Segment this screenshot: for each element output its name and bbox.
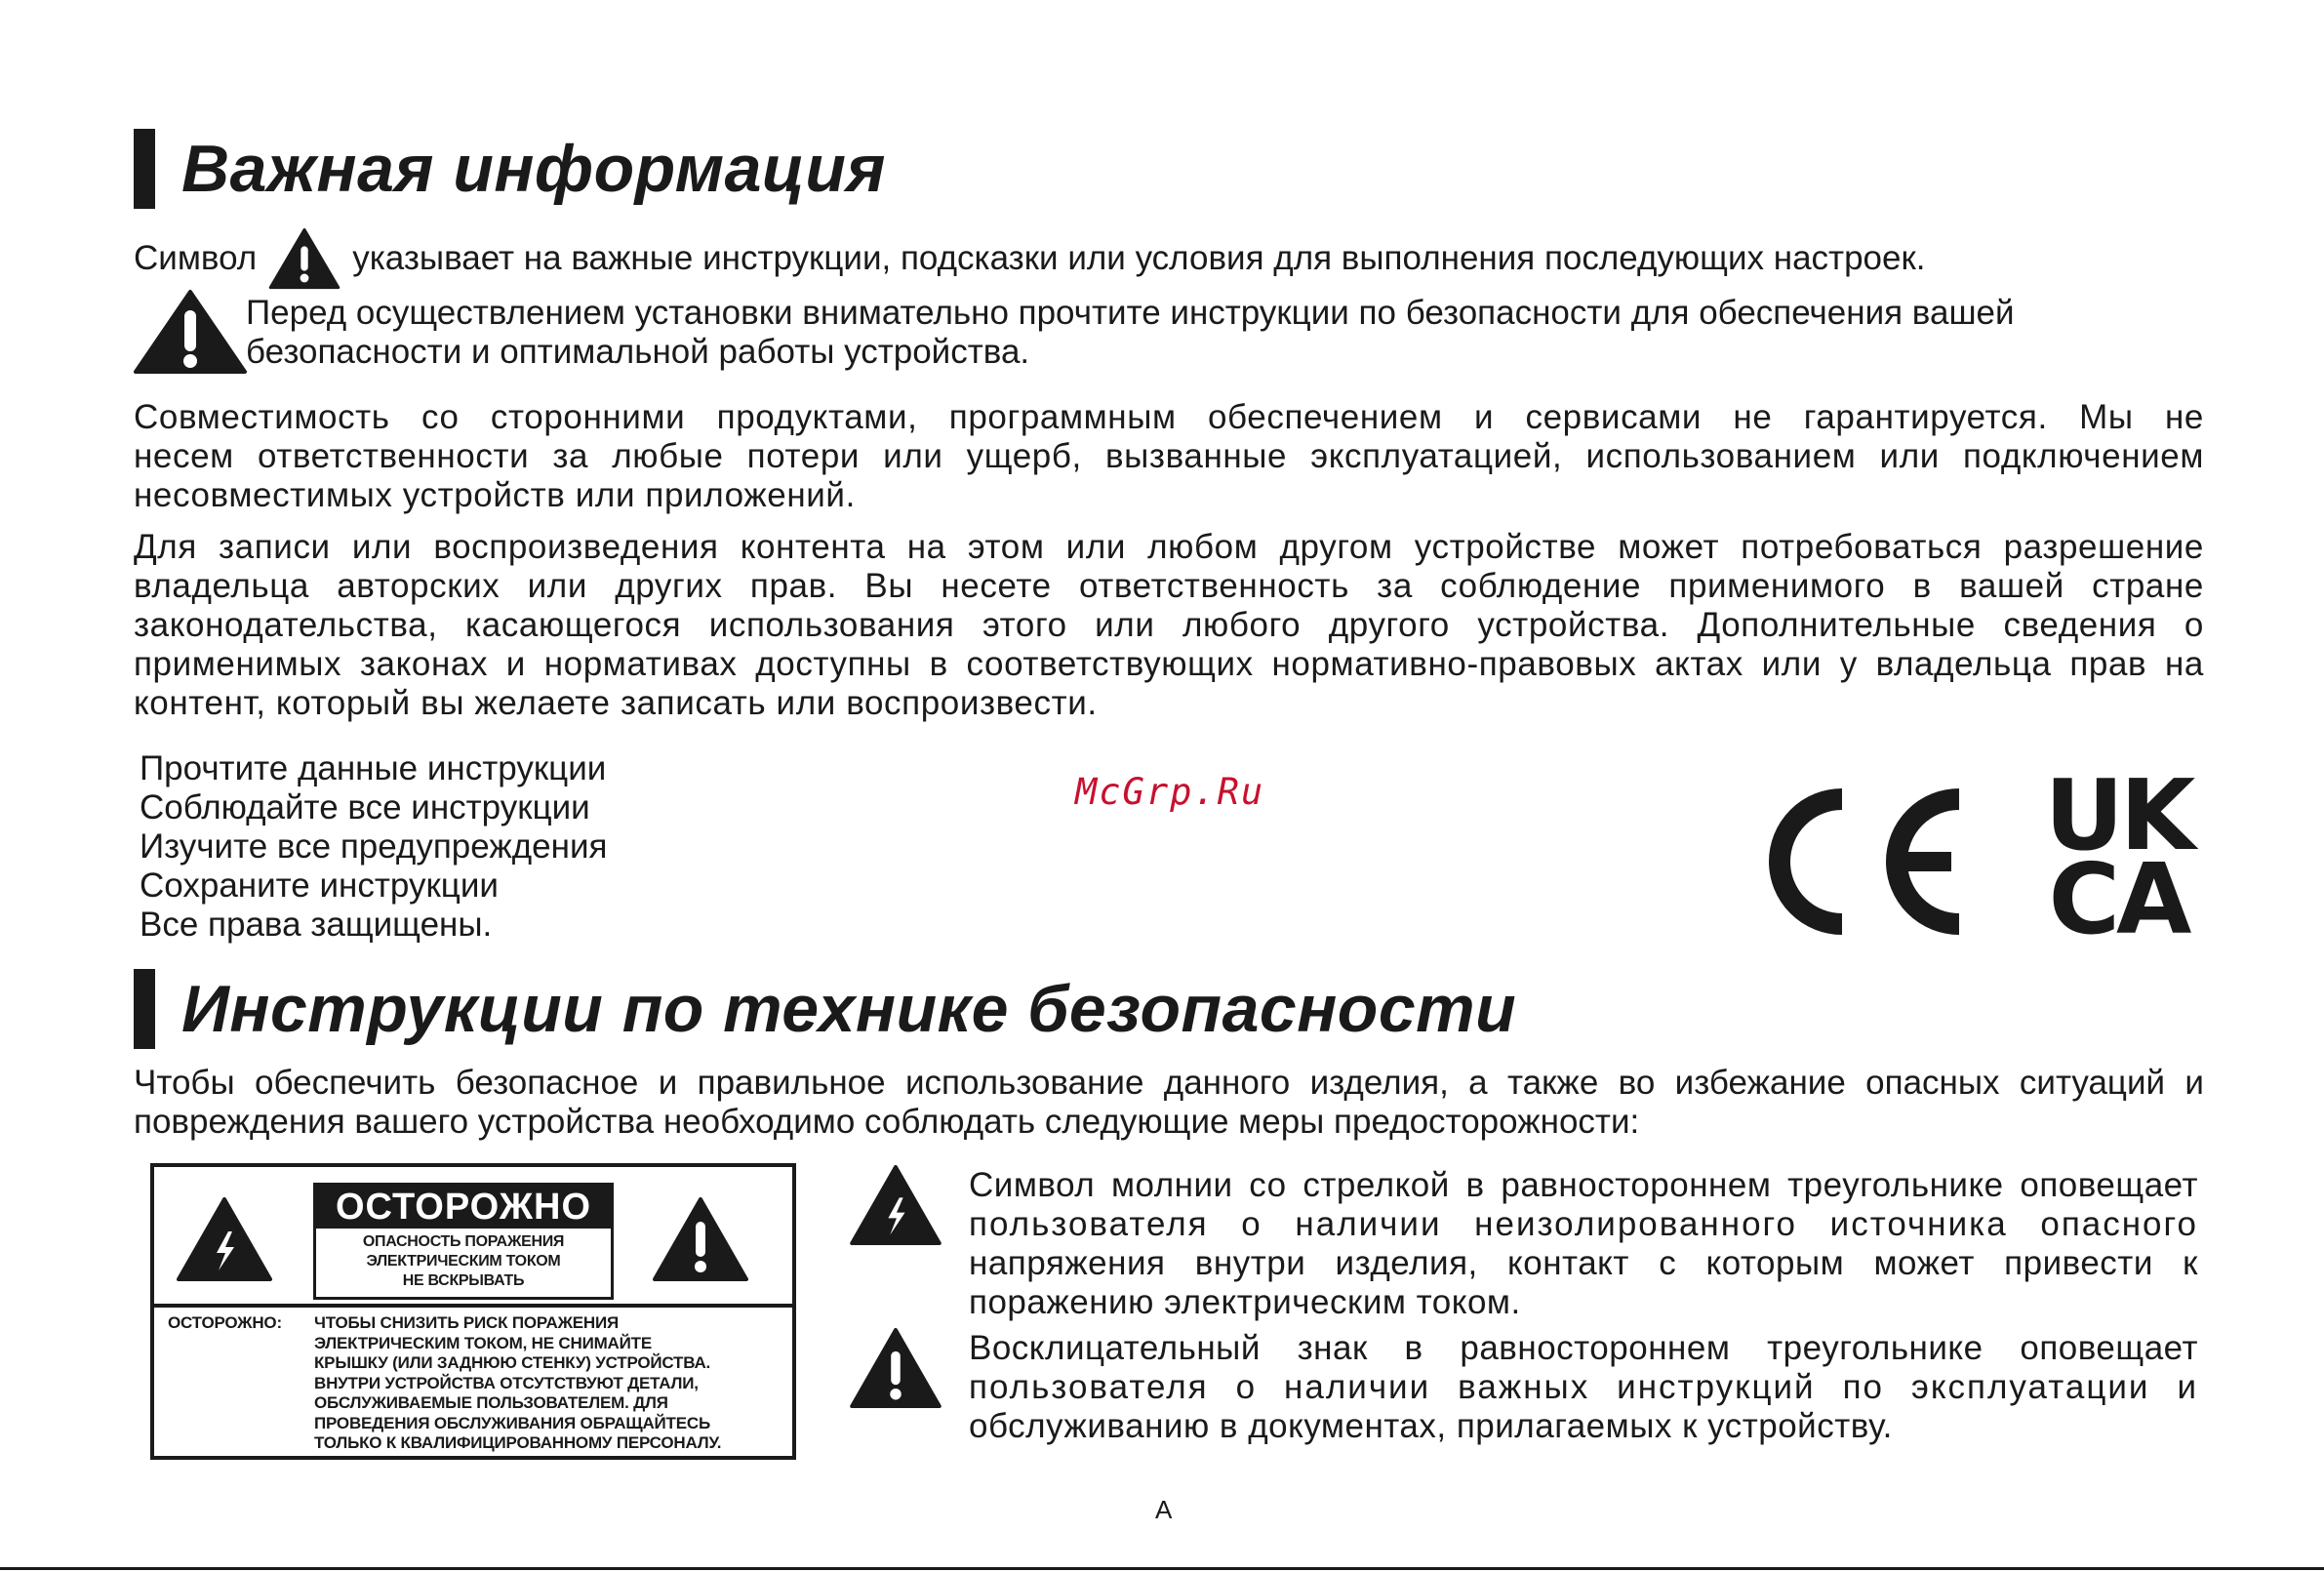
section-title-important: Важная информация — [181, 132, 886, 206]
ukca-mark — [2035, 758, 2201, 956]
caution-body-text — [314, 1313, 721, 1454]
exclaim-line: пользователя о наличии важных инструкций по эксплуатации и — [969, 1368, 2198, 1406]
exclamation-triangle-icon — [652, 1196, 749, 1282]
lightning-triangle-icon — [849, 1164, 942, 1246]
caution-body-line: ВНУТРИ УСТРОЙСТВА ОТСУТСТВУЮТ ДЕТАЛИ, — [314, 1373, 699, 1392]
compat-line: несем ответственности за любые потери или ущерб, вызванные эксплуатацией, использованием или подключением — [134, 437, 2204, 475]
caution-body-line: ТОЛЬКО К КВАЛИФИЦИРОВАННОМУ ПЕРСОНАЛУ. — [314, 1433, 722, 1452]
ukca-bottom: CA — [2048, 842, 2188, 956]
page-label: A — [1155, 1495, 1173, 1524]
lightning-line: напряжения внутри изделия, контакт с которым может привести к — [969, 1244, 2198, 1282]
list-item: Сохраните инструкции — [140, 867, 499, 905]
rights-line: контент, который вы желаете записать или воспроизвести. — [134, 684, 1098, 722]
caution-body — [168, 1313, 721, 1454]
list-item: Изучите все предупреждения — [140, 827, 608, 866]
lightning-line: поражению электрическим током. — [969, 1283, 1521, 1321]
warning-triangle-icon — [268, 227, 341, 290]
compatibility-paragraph — [134, 398, 2204, 515]
symbol-suffix: указывает на важные инструкции, подсказки или условия для выполнения последующих настроек. — [352, 239, 1926, 277]
caution-sub-line: ЭЛЕКТРИЧЕСКИМ ТОКОМ — [366, 1253, 561, 1270]
caution-body-line: ЧТОБЫ СНИЗИТЬ РИСК ПОРАЖЕНИЯ — [314, 1313, 619, 1332]
watermark: McGrp.Ru — [1075, 771, 1265, 813]
caution-body-line: ЭЛЕКТРИЧЕСКИМ ТОКОМ, НЕ СНИМАЙТЕ — [314, 1333, 652, 1352]
exclamation-description — [969, 1329, 2198, 1446]
caution-body-line: КРЫШКУ (ИЛИ ЗАДНЮЮ СТЕНКУ) УСТРОЙСТВА. — [314, 1353, 711, 1372]
rights-paragraph — [134, 528, 2204, 723]
section-heading-important — [134, 129, 886, 209]
rights-line: законодательства, касающегося использования этого или любого другого устройства. Дополнительные сведения о — [134, 606, 2204, 644]
rights-line: владельца авторских или других прав. Вы несете ответственность за соблюдение применимого в вашей стране — [134, 567, 2204, 605]
symbol-prefix: Символ — [134, 239, 258, 277]
compat-line: Совместимость со сторонними продуктами, программным обеспечением и сервисами не гарантируется. Мы не — [134, 398, 2204, 436]
caution-sub-line: НЕ ВСКРЫВАТЬ — [402, 1272, 525, 1289]
lightning-line: Символ молнии со стрелкой в равностороннем треугольнике оповещает — [969, 1166, 2198, 1204]
intro-line: повреждения вашего устройства необходимо соблюдать следующие меры предосторожности: — [134, 1103, 1640, 1141]
caution-title: ОСТОРОЖНО — [316, 1186, 611, 1229]
warning-triangle-large-icon — [133, 289, 248, 375]
caution-subtitle — [316, 1229, 611, 1291]
safety-intro — [134, 1064, 2204, 1142]
caution-title-box — [313, 1183, 614, 1300]
caution-sub-line: ОПАСНОСТЬ ПОРАЖЕНИЯ — [362, 1233, 565, 1250]
instruction-checklist — [140, 749, 607, 945]
heading-bar — [134, 129, 155, 209]
warning-paragraph — [246, 294, 2100, 372]
list-item: Прочтите данные инструкции — [140, 749, 607, 787]
ukca-top: UK — [2044, 758, 2192, 872]
caution-label — [150, 1163, 796, 1460]
rights-line: Для записи или воспроизведения контента на этом или любом другом устройстве может потребоваться разрешение — [134, 528, 2204, 566]
section-title-safety: Инструкции по технике безопасности — [181, 972, 1517, 1046]
caution-body-line: ПРОВЕДЕНИЯ ОБСЛУЖИВАНИЯ ОБРАЩАЙТЕСЬ — [314, 1413, 710, 1432]
heading-bar — [134, 969, 155, 1049]
exclaim-line: Восклицательный знак в равностороннем треугольнике оповещает — [969, 1329, 2198, 1367]
caution-body-line: ОБСЛУЖИВАЕМЫЕ ПОЛЬЗОВАТЕЛЕМ. ДЛЯ — [314, 1393, 668, 1412]
lightning-line: пользователя о наличии неизолированного источника опасного — [969, 1205, 2198, 1243]
list-item: Соблюдайте все инструкции — [140, 788, 590, 826]
exclamation-triangle-icon — [849, 1327, 942, 1409]
warning-line: безопасности и оптимальной работы устройства. — [246, 333, 1030, 371]
warning-line: Перед осуществлением установки внимательно прочтите инструкции по безопасности для обеспечения вашей — [246, 294, 2015, 332]
lightning-description — [969, 1166, 2198, 1322]
bottom-rule — [0, 1567, 2324, 1570]
compat-line: несовместимых устройств или приложений. — [134, 476, 856, 514]
rights-line: применимых законах и нормативах доступны в соответствующих нормативно-правовых актах или у владельца прав на — [134, 645, 2204, 683]
symbol-line — [134, 227, 1926, 290]
exclaim-line: обслуживанию в документах, прилагаемых к устройству. — [969, 1407, 1893, 1445]
ce-mark-icon — [1744, 784, 1967, 940]
caution-body-label: ОСТОРОЖНО: — [168, 1313, 282, 1332]
intro-line: Чтобы обеспечить безопасное и правильное использование данного изделия, а также во избежание опасных ситуаций и — [134, 1064, 2204, 1102]
section-heading-safety — [134, 969, 1516, 1049]
lightning-triangle-icon — [176, 1196, 273, 1282]
caution-label-top — [154, 1167, 792, 1308]
list-item: Все права защищены. — [140, 906, 493, 944]
